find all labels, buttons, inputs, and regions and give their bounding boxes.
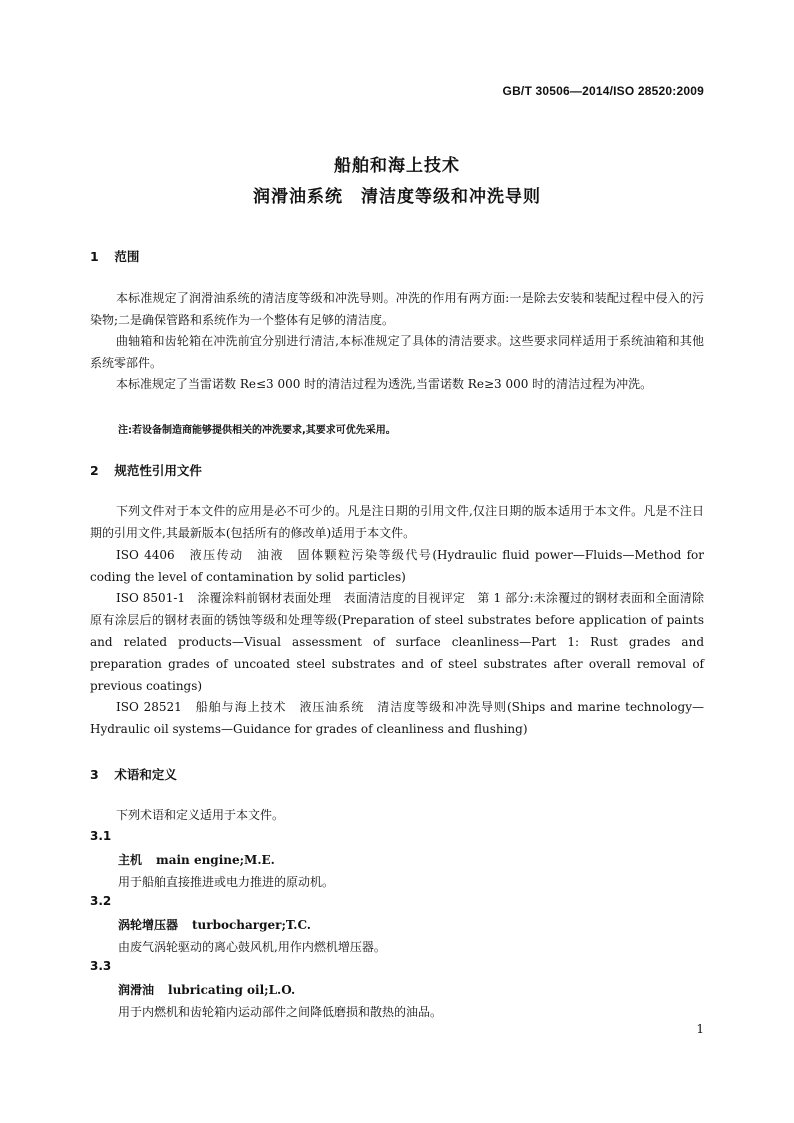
term-entry [118, 851, 275, 868]
section-title: 规范性引用文件 [114, 463, 202, 478]
term-zh: 主机 [118, 853, 143, 867]
term-entry [118, 916, 311, 933]
reference-iso-28521: ISO 28521 船舶与海上技术 液压油系统 清洁度等级和冲洗导则(Ships and marine technology—Hydraulic oil systems—Guidance for grades of cleanliness and flushing) [90, 700, 704, 736]
section-title: 范围 [114, 249, 140, 264]
term-zh: 润滑油 [118, 983, 155, 997]
reference-iso-8501-1: ISO 8501-1 涂覆涂料前钢材表面处理 表面清洁度的目视评定 第 1 部分:未涂覆过的钢材表面和全面清除原有涂层后的钢材表面的锈蚀等级和处理等级(Preparation of steel substrates before application of paints and related products—Visual assessment of surface cleanliness—Part 1: Rust grades and preparation grades of uncoated steel substrates and of steel substrates after overall removal of previous coatings) [90, 591, 704, 693]
term-number: 3.1 [90, 829, 112, 843]
section-number: 1 [90, 249, 99, 264]
section-1-heading [90, 247, 139, 265]
section-1-note: 注:若设备制造商能够提供相关的冲洗要求,其要求可优先采用。 [118, 425, 396, 436]
term-number: 3.3 [90, 959, 112, 973]
document-title-line-1: 船舶和海上技术 [334, 156, 460, 176]
reference-iso-4406: ISO 4406 液压传动 油液 固体颗粒污染等级代号(Hydraulic fluid power—Fluids—Method for coding the level of contamination by solid particles) [90, 548, 704, 584]
term-en: main engine;M.E. [156, 853, 275, 867]
term-en: lubricating oil;L.O. [168, 983, 296, 997]
section-2-paragraph-1: 下列文件对于本文件的应用是必不可少的。凡是注日期的引用文件,仅注日期的版本适用于本文件。凡是不注日期的引用文件,其最新版本(包括所有的修改单)适用于本文件。 [90, 504, 704, 540]
term-definition: 用于船舶直接推进或电力推进的原动机。 [118, 875, 335, 889]
section-1-paragraph-2: 曲轴箱和齿轮箱在冲洗前宜分别进行清洁,本标准规定了具体的清洁要求。这些要求同样适用于系统油箱和其他系统零部件。 [90, 334, 704, 370]
page-number: 1 [696, 1022, 704, 1036]
section-1-paragraph-3: 本标准规定了当雷诺数 Re≤3 000 时的清洁过程为透洗,当雷诺数 Re≥3 000 时的清洁过程为冲洗。 [116, 377, 653, 391]
term-definition: 用于内燃机和齿轮箱内运动部件之间降低磨损和散热的油品。 [118, 1005, 443, 1019]
term-zh: 涡轮增压器 [118, 918, 179, 932]
standard-code: GB/T 30506—2014/ISO 28520:2009 [502, 84, 704, 98]
section-3-heading [90, 765, 177, 783]
term-en: turbocharger;T.C. [192, 918, 311, 932]
term-number: 3.2 [90, 894, 112, 908]
term-entry [118, 981, 295, 998]
section-title: 术语和定义 [114, 767, 177, 782]
section-2-heading [90, 461, 202, 479]
term-definition: 由废气涡轮驱动的离心鼓风机,用作内燃机增压器。 [118, 940, 386, 954]
section-3-paragraph-1: 下列术语和定义适用于本文件。 [116, 808, 285, 822]
section-1-paragraph-1: 本标准规定了润滑油系统的清洁度等级和冲洗导则。冲洗的作用有两方面:一是除去安装和装配过程中侵入的污染物;二是确保管路和系统作为一个整体有足够的清洁度。 [90, 291, 704, 327]
document-title-line-2: 润滑油系统 清洁度等级和冲洗导则 [253, 187, 541, 207]
section-number: 3 [90, 767, 99, 782]
section-number: 2 [90, 463, 99, 478]
